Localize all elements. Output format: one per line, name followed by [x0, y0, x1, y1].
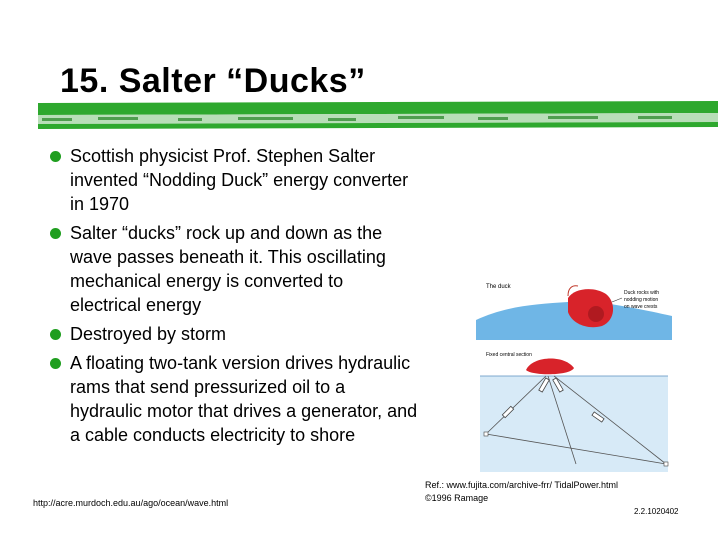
bullet-text: Salter “ducks” rock up and down as the wave passes beneath it. This oscillating mechanical energy is converted to electrical energy: [70, 223, 386, 315]
bullet-item: [48, 322, 418, 346]
bullet-dot-icon: [50, 329, 61, 340]
bullet-item: [48, 221, 418, 317]
title-underline-bar: [38, 100, 718, 134]
duck-spine: [588, 306, 604, 322]
diagram-label-duck: The duck: [486, 284, 511, 290]
bullet-list: [48, 144, 418, 452]
bullet-text: Scottish physicist Prof. Stephen Salter invented “Nodding Duck” energy converter in 1970: [70, 146, 409, 214]
bullet-dot-icon: [50, 358, 61, 369]
copyright-line: ©1996 Ramage: [425, 493, 489, 503]
slide-number: 2.2.1020402: [634, 507, 679, 516]
source-url: http://acre.murdoch.edu.au/ago/ocean/wave.html: [33, 498, 229, 508]
bullet-dot-icon: [50, 228, 61, 239]
salter-duck-diagram: [476, 276, 672, 476]
reference-note: [425, 479, 618, 505]
reference-line: Ref.: www.fujita.com/archive-frr/ TidalPower.html: [425, 480, 619, 490]
diagram-callout-line: Duck rocks with: [624, 290, 660, 296]
bullet-text: Destroyed by storm: [70, 324, 227, 344]
floating-tank: [526, 358, 574, 374]
bullet-item: [48, 351, 418, 447]
diagram-label-section: Fixed central section: [486, 352, 532, 358]
bullet-dot-icon: [50, 151, 61, 162]
bullet-text: A floating two-tank version drives hydraulic rams that send pressurized oil to a hydraulic motor that drives a generator, and a cable conducts electricity to shore: [70, 353, 418, 445]
diagram-callout-line: on wave crests: [624, 304, 658, 310]
bullet-item: [48, 144, 418, 216]
slide-title: 15. Salter “Ducks”: [60, 62, 366, 100]
diagram-callout-line: nodding motion: [624, 297, 659, 303]
